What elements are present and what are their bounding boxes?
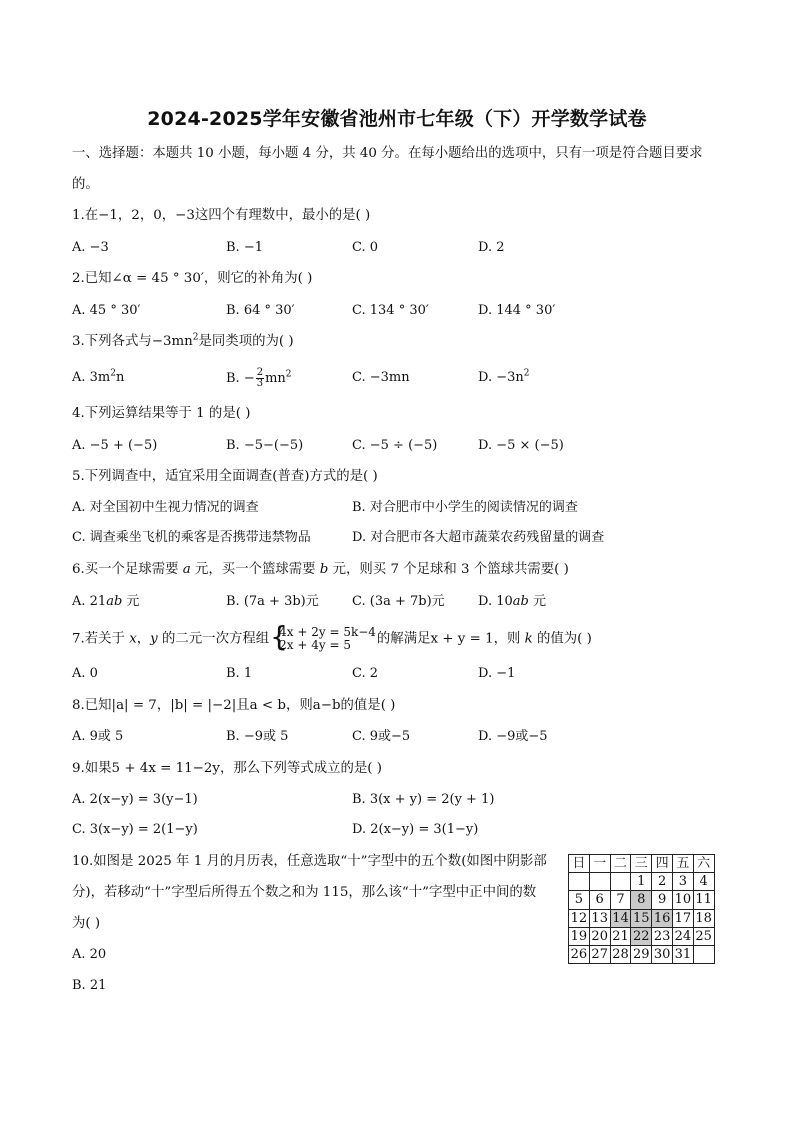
calendar-day-cell: 17 — [672, 909, 693, 927]
q7-stem-part3: 的解满足x + y = 1，则 — [376, 631, 525, 647]
q9-option-b: B. 3(x + y) = 2(y + 1) — [352, 792, 495, 807]
q8-option-c: C. 9或−5 — [352, 729, 411, 744]
q7-equation-system — [270, 620, 376, 653]
q7-var-y: y — [150, 631, 158, 647]
calendar-day-cell: 31 — [672, 945, 693, 963]
q9-option-d: D. 2(x−y) = 3(1−y) — [352, 822, 479, 837]
q3-option-a — [72, 368, 124, 388]
calendar-day-cell: 4 — [693, 873, 714, 891]
q7-comma: ， — [136, 631, 151, 647]
q5-stem: 5.下列调查中，适宜采用全面调查(普查)方式的是( ) — [72, 469, 378, 484]
q2-stem: 2.已知∠α = 45 ° 30′，则它的补角为( ) — [72, 271, 313, 286]
q6-option-d — [478, 592, 546, 612]
q9-option-c: C. 3(x−y) = 2(1−y) — [72, 822, 198, 837]
q7-stem-part2: 的二元一次方程组 — [157, 631, 270, 647]
page-title: 2024-2025学年安徽省池州市七年级（下）开学数学试卷 — [147, 108, 647, 130]
q7-option-c: C. 2 — [352, 666, 379, 681]
calendar-day-cell: 20 — [589, 927, 610, 945]
q6-option-a-pre: A. 21 — [72, 594, 107, 609]
section-heading-line1: 一、选择题：本题共 10 小题，每小题 4 分，共 40 分。在每小题给出的选项中，只有一项是符合题目要求 — [72, 146, 703, 161]
calendar-empty-cell — [693, 945, 714, 963]
calendar-day-cell: 25 — [693, 927, 714, 945]
q5-option-b: B. 对合肥市中小学生的阅读情况的调查 — [352, 500, 578, 515]
q6-option-d-post: 元 — [528, 594, 546, 609]
calendar-weekday-header: 三 — [631, 855, 652, 873]
q3-stem-post: 是同类项的为( ) — [198, 334, 294, 349]
calendar-week-row — [569, 873, 715, 891]
q2-option-a: A. 45 ° 30′ — [72, 303, 141, 318]
q3-option-d — [478, 368, 530, 388]
q7-option-a: A. 0 — [72, 666, 98, 681]
q6-stem-part2: 元，买一个篮球需要 — [190, 562, 320, 577]
q1-option-b: B. −1 — [226, 240, 263, 255]
q3-stem — [72, 332, 294, 352]
calendar-day-cell: 19 — [569, 927, 590, 945]
q9-option-a: A. 2(x−y) = 3(y−1) — [72, 792, 198, 807]
q4-option-b: B. −5−(−5) — [226, 438, 304, 453]
q1-option-c: C. 0 — [352, 240, 379, 255]
q6-option-d-var: ab — [512, 594, 529, 609]
q10-stem-line1: 10.如图是 2025 年 1 月的月历表，任意选取“十”字型中的五个数(如图中阴影部 — [72, 854, 547, 869]
q8-stem: 8.已知|a| = 7，|b| = |−2|且a < b，则a−b的值是( ) — [72, 698, 396, 713]
q6-option-a — [72, 592, 139, 612]
q7-option-d: D. −1 — [478, 666, 516, 681]
calendar-day-cell: 2 — [652, 873, 673, 891]
q3-option-d-pre: D. −3n — [478, 370, 524, 385]
calendar-day-cell: 24 — [672, 927, 693, 945]
calendar-body — [569, 855, 715, 964]
calendar-day-cell: 1 — [631, 873, 652, 891]
q6-var-b: b — [319, 562, 329, 577]
q9-stem: 9.如果5 + 4x = 11−2y，那么下列等式成立的是( ) — [72, 761, 382, 776]
left-brace-icon: { — [270, 620, 288, 653]
q3-option-a-post: n — [116, 370, 125, 385]
calendar-day-cell: 8 — [631, 891, 652, 909]
q2-option-b: B. 64 ° 30′ — [226, 303, 295, 318]
q10-stem-line2: 分)，若移动“十”字型后所得五个数之和为 115，那么该“十”字型中正中间的数 — [72, 885, 537, 900]
calendar-table — [568, 854, 715, 964]
calendar-day-cell: 3 — [672, 873, 693, 891]
calendar-day-cell: 11 — [693, 891, 714, 909]
q4-option-a: A. −5 + (−5) — [72, 438, 158, 453]
calendar-week-row — [569, 909, 715, 927]
fraction-numerator: 2 — [256, 367, 264, 378]
q4-stem: 4.下列运算结果等于 1 的是( ) — [72, 406, 251, 421]
q6-stem — [72, 560, 569, 580]
calendar-day-cell: 18 — [693, 909, 714, 927]
q10-option-a: A. 20 — [72, 947, 107, 962]
q7-equation-1: 4x + 2y = 5k−4 — [279, 625, 376, 639]
calendar-weekday-header: 一 — [589, 855, 610, 873]
calendar-weekday-header: 二 — [610, 855, 631, 873]
calendar-day-cell: 10 — [672, 891, 693, 909]
calendar-weekday-header: 六 — [693, 855, 714, 873]
calendar-week-row — [569, 891, 715, 909]
q2-option-d: D. 144 ° 30′ — [478, 303, 556, 318]
q10-option-b: B. 21 — [72, 978, 107, 993]
q7-stem-part4: 的值为( ) — [532, 631, 592, 647]
q7-var-k: k — [524, 631, 533, 647]
q3-option-b-fraction — [256, 368, 264, 389]
calendar-day-cell: 6 — [589, 891, 610, 909]
q3-option-a-exponent: 2 — [110, 368, 116, 379]
fraction-denominator: 3 — [256, 378, 264, 389]
calendar-day-cell: 28 — [610, 945, 631, 963]
q1-option-d: D. 2 — [478, 240, 505, 255]
section-heading-line2: 的。 — [72, 177, 99, 192]
calendar-week-row — [569, 927, 715, 945]
calendar-day-cell: 23 — [652, 927, 673, 945]
q6-option-d-pre: D. 10 — [478, 594, 513, 609]
q1-option-a: A. −3 — [72, 240, 109, 255]
q3-option-a-pre: A. 3m — [72, 370, 111, 385]
calendar-day-cell: 12 — [569, 909, 590, 927]
q6-stem-part1: 6.买一个足球需要 — [72, 562, 183, 577]
q4-option-c: C. −5 ÷ (−5) — [352, 438, 438, 453]
calendar-day-cell: 21 — [610, 927, 631, 945]
q3-option-b-exponent: 2 — [285, 369, 292, 380]
q7-var-x: x — [129, 631, 137, 647]
q7-stem — [72, 620, 592, 653]
q3-option-b — [226, 368, 292, 389]
calendar-day-cell: 9 — [652, 891, 673, 909]
q6-option-a-post: 元 — [122, 594, 140, 609]
q5-option-a: A. 对全国初中生视力情况的调查 — [72, 500, 259, 515]
q6-option-c: C. (3a + 7b)元 — [352, 594, 445, 609]
calendar-day-cell: 26 — [569, 945, 590, 963]
calendar-empty-cell — [569, 873, 590, 891]
q3-option-b-pre: B. − — [226, 371, 255, 386]
q1-stem: 1.在−1，2，0，−3这四个有理数中，最小的是( ) — [72, 208, 371, 223]
calendar-header-row — [569, 855, 715, 873]
q3-option-d-exponent: 2 — [523, 368, 530, 379]
q10-stem-line3: 为( ) — [72, 916, 101, 931]
calendar-day-cell: 13 — [589, 909, 610, 927]
q7-stem-part1: 7.若关于 — [72, 631, 130, 647]
calendar-day-cell: 30 — [652, 945, 673, 963]
calendar-day-cell: 14 — [610, 909, 631, 927]
calendar-day-cell: 7 — [610, 891, 631, 909]
q6-var-a: a — [182, 562, 191, 577]
q5-option-c: C. 调查乘坐飞机的乘客是否携带违禁物品 — [72, 530, 311, 545]
q7-equation-2: 2x + 4y = 5 — [279, 638, 351, 652]
q6-option-b: B. (7a + 3b)元 — [226, 594, 319, 609]
q8-option-b: B. −9或 5 — [226, 729, 289, 744]
q4-option-d: D. −5 × (−5) — [478, 438, 564, 453]
calendar-empty-cell — [589, 873, 610, 891]
q2-option-c: C. 134 ° 30′ — [352, 303, 429, 318]
calendar-weekday-header: 日 — [569, 855, 590, 873]
q3-option-b-post: mn — [265, 371, 286, 386]
calendar-weekday-header: 五 — [672, 855, 693, 873]
calendar-day-cell: 29 — [631, 945, 652, 963]
calendar-day-cell: 5 — [569, 891, 590, 909]
calendar-week-row — [569, 945, 715, 963]
q6-option-a-var: ab — [106, 594, 123, 609]
q3-stem-pre: 3.下列各式与−3mn — [72, 334, 193, 349]
calendar-weekday-header: 四 — [652, 855, 673, 873]
calendar-day-cell: 15 — [631, 909, 652, 927]
q5-option-d: D. 对合肥市各大超市蔬菜农药残留量的调查 — [352, 530, 605, 545]
calendar-day-cell: 27 — [589, 945, 610, 963]
calendar-empty-cell — [610, 873, 631, 891]
q6-stem-part3: 元，则买 7 个足球和 3 个篮球共需要( ) — [328, 562, 569, 577]
q7-option-b: B. 1 — [226, 666, 253, 681]
q3-stem-exponent: 2 — [192, 332, 199, 343]
q8-option-d: D. −9或−5 — [478, 729, 548, 744]
calendar-day-cell: 16 — [652, 909, 673, 927]
q8-option-a: A. 9或 5 — [72, 729, 124, 744]
calendar-day-cell: 22 — [631, 927, 652, 945]
q3-option-c: C. −3mn — [352, 370, 410, 385]
